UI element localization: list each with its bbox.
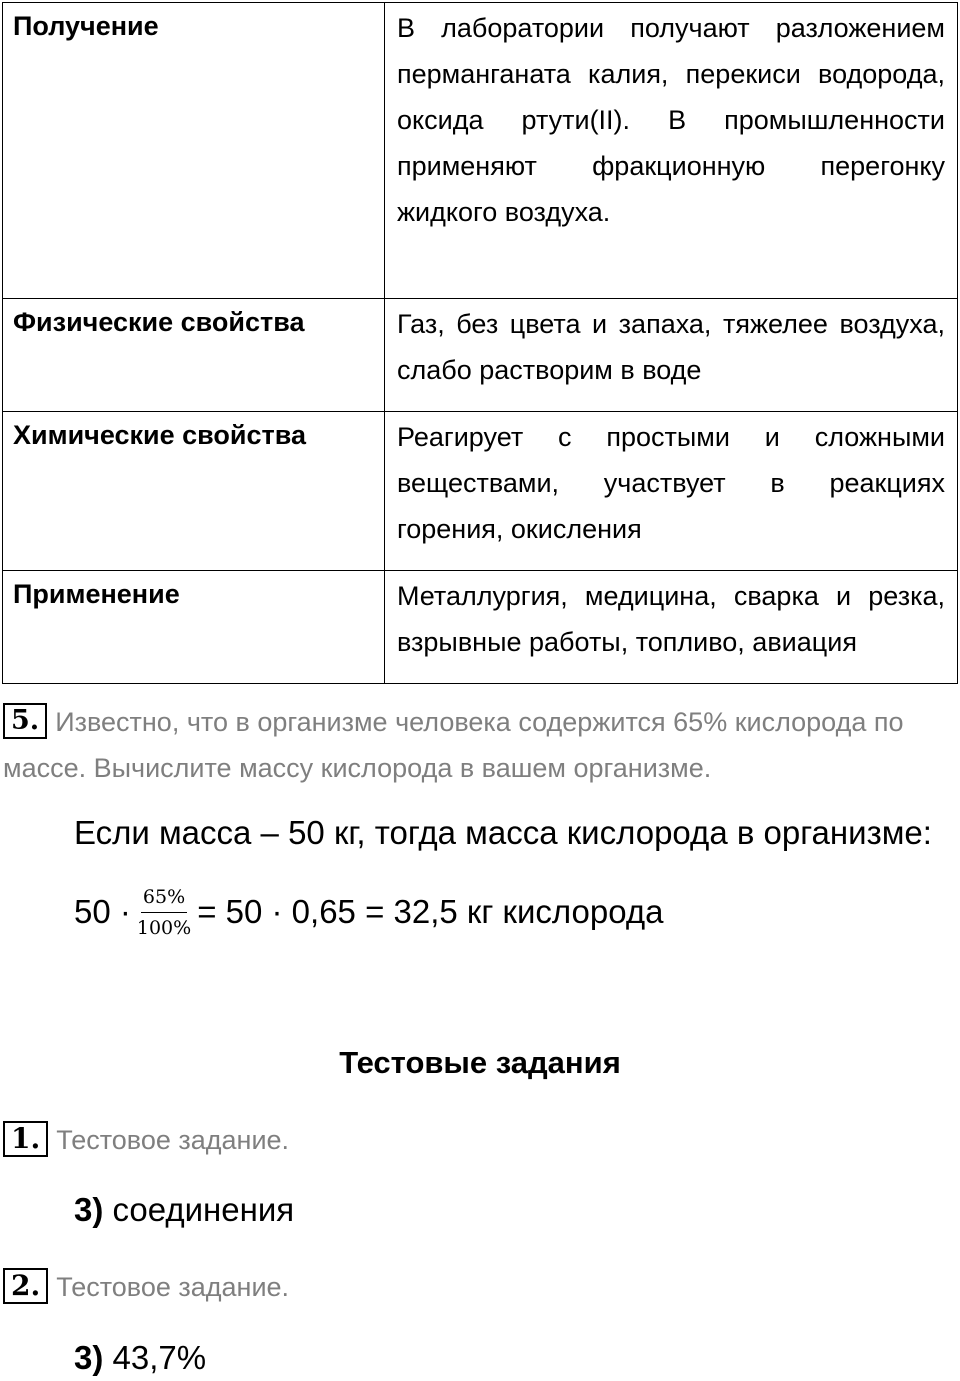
table-row xyxy=(3,412,958,571)
test-answer-1 xyxy=(74,1187,294,1233)
test-number-badge: 2. xyxy=(3,1268,48,1304)
row-value: Металлургия, медицина, сварка и резка, взрывные работы, топливо, авиация xyxy=(385,571,958,684)
fraction-numerator: 65% xyxy=(141,885,187,913)
test-prompt: Тестовое задание. xyxy=(56,1125,290,1155)
task-5 xyxy=(3,699,955,791)
table-row xyxy=(3,3,958,299)
table-row xyxy=(3,299,958,412)
test-answer-2 xyxy=(74,1335,206,1381)
answer-text: 43,7% xyxy=(112,1339,207,1376)
row-key: Применение xyxy=(3,571,385,684)
row-value: Реагирует с простыми и сложными веществами, участвует в реакциях горения, окисления xyxy=(385,412,958,571)
test-item-2 xyxy=(3,1264,289,1310)
answer-text: соединения xyxy=(112,1191,295,1228)
test-number-badge: 1. xyxy=(3,1121,48,1157)
properties-table xyxy=(2,2,958,684)
row-value: В лаборатории получают разложением перманганата калия, перекиси водорода, оксида ртути(II). В промышленности применяют фракционную перегонку жидкого воздуха. xyxy=(385,3,958,299)
test-item-1 xyxy=(3,1117,289,1163)
row-key: Физические свойства xyxy=(3,299,385,412)
formula-left: 50 · xyxy=(74,893,131,930)
test-prompt: Тестовое задание. xyxy=(56,1272,290,1302)
section-title: Тестовые задания xyxy=(339,1045,621,1080)
task-5-answer-line: Если масса – 50 кг, тогда масса кислорода в организме: xyxy=(74,814,932,851)
table-row xyxy=(3,571,958,684)
task-number-badge: 5. xyxy=(3,703,47,739)
formula-right: = 50 · 0,65 = 32,5 кг кислорода xyxy=(197,893,664,930)
row-key: Получение xyxy=(3,3,385,299)
task-5-formula xyxy=(74,880,664,944)
row-value: Газ, без цвета и запаха, тяжелее воздуха, слабо растворим в воде xyxy=(385,299,958,412)
row-key: Химические свойства xyxy=(3,412,385,571)
answer-label: 3) xyxy=(74,1191,104,1228)
task-question: Известно, что в организме человека содержится 65% кислорода по массе. Вычислите массу кислорода в вашем организме. xyxy=(3,707,904,783)
answer-label: 3) xyxy=(74,1339,104,1376)
fraction-denominator: 100% xyxy=(136,916,192,939)
fraction xyxy=(137,885,191,940)
